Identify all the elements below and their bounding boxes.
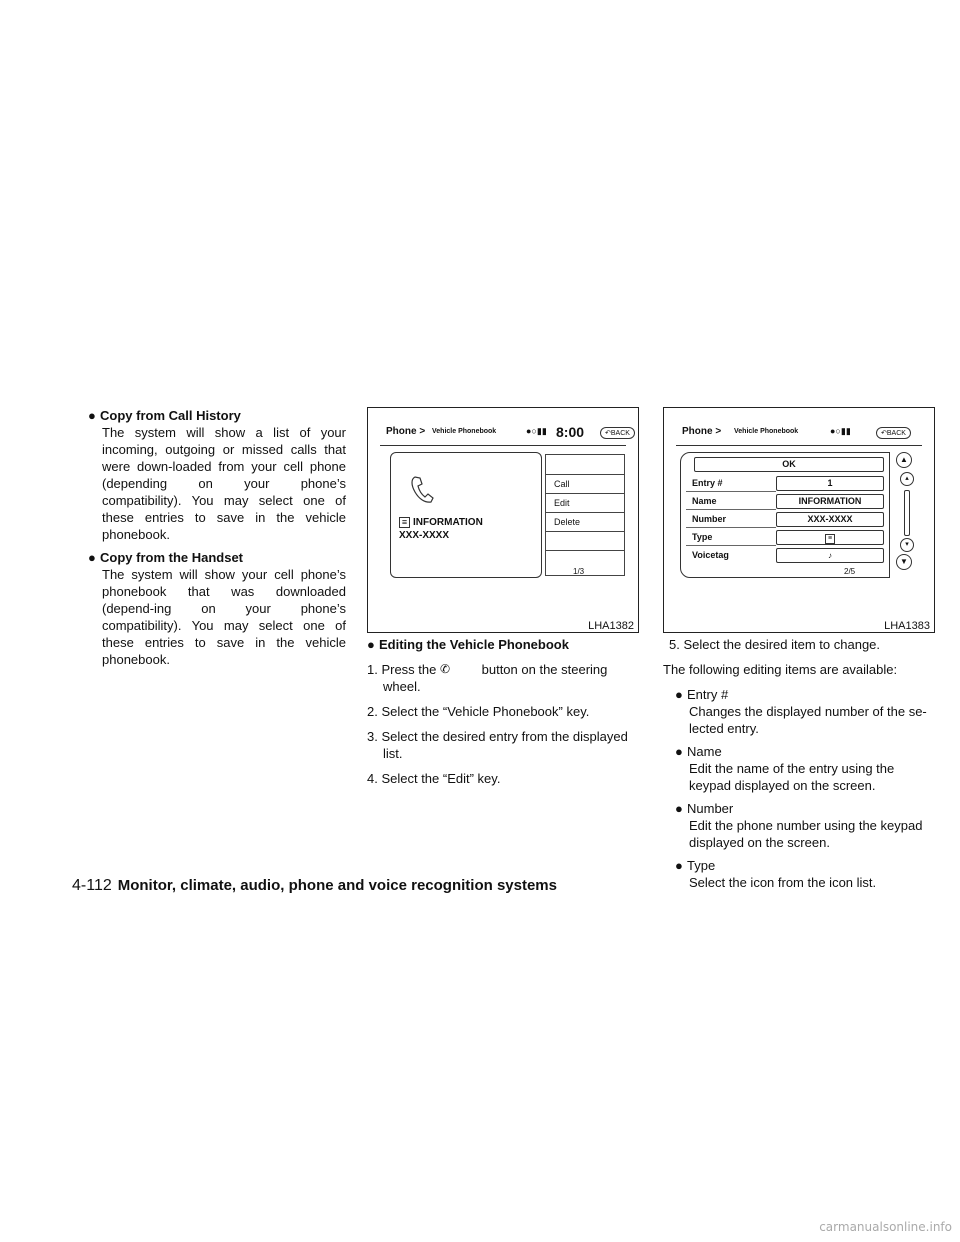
bullet-heading: Copy from the Handset [100,550,244,565]
row-label-entry: Entry # [692,478,723,488]
breadcrumb-phone: Phone > [386,426,426,437]
ok-button[interactable]: OK [694,457,884,472]
right-column [663,636,935,891]
figure-caption: LHA1382 [588,620,634,632]
type-icon: ≡ [825,534,835,544]
step-4: 4. Select the “Edit” key. [367,771,501,786]
item-desc: Changes the displayed number of the se-lected entry. [689,704,927,736]
row-label-number: Number [692,514,727,524]
footer-title: Monitor, climate, audio, phone and voice recognition systems [117,877,557,894]
figure-edit-entry [663,407,935,633]
type-field[interactable] [776,530,884,545]
page-number: 4-112 [72,877,112,894]
item-desc: Edit the phone number using the keypad displayed on the screen. [689,818,923,850]
bullet-icon: ● [675,687,683,702]
breadcrumb-phone: Phone > [682,426,722,437]
entry-number-field[interactable]: 1 [776,476,884,491]
name-field[interactable]: INFORMATION [776,494,884,509]
bullet-body: The system will show your cell phone’s phonebook that was downloaded (depend-ing on your phone’s compatibility). You may select one of these entries to save in the vehicle phonebook. [102,567,346,667]
middle-column [367,636,639,787]
bullet-heading: Copy from Call History [100,408,241,423]
item-title: Type [687,858,716,873]
entry-number: XXX-XXXX [399,530,450,541]
back-button[interactable]: ↶BACK [600,427,635,439]
step-2: 2. Select the “Vehicle Phonebook” key. [367,704,590,719]
bullet-icon: ● [367,637,375,652]
menu-panel [545,454,625,576]
page-indicator: 1/3 [573,567,585,576]
voicetag-icon: ♪ [828,551,832,560]
back-button[interactable]: ↶BACK [876,427,911,439]
step-3-cont: list. [383,746,403,761]
row-divider [686,545,776,546]
left-column [88,407,346,668]
page-footer [72,877,557,895]
voicetag-field[interactable] [776,548,884,563]
items-intro: The following editing items are available: [663,662,898,677]
row-label-voicetag: Voicetag [692,550,729,560]
bullet-icon: ● [675,801,683,816]
header-divider [380,445,626,446]
row-divider [686,491,776,492]
bullet-item [88,549,346,668]
breadcrumb-sub: Vehicle Phonebook [734,428,799,435]
menu-blank [546,531,624,550]
row-label-type: Type [692,532,713,542]
clock: 8:00 [556,424,585,440]
phone-icon [409,475,435,505]
bullet-icon: ● [88,408,96,423]
menu-delete[interactable]: Delete [546,512,624,531]
item-title: Number [687,801,734,816]
breadcrumb-sub: Vehicle Phonebook [432,428,497,435]
item-desc: Edit the name of the entry using the keypad displayed on the screen. [689,761,895,793]
item-title: Entry # [687,687,729,702]
bullet-icon: ● [88,550,96,565]
page-down-icon[interactable]: ▾ [900,538,914,552]
phone-button-icon: ✆ [440,662,451,676]
edit-item [663,686,935,737]
entry-panel [390,452,542,578]
bullet-item [88,407,346,543]
entry-type-icon: ≡ [399,517,410,528]
bullet-body: The system will show a list of your incoming, outgoing or missed calls that were down-loaded from your cell phone (depending on your phone’s compatibility). You may select one of these entries to save in the vehicle phonebook. [102,425,346,542]
screen-header [682,426,922,440]
menu-call[interactable]: Call [546,474,624,493]
screen-header [386,424,630,440]
step-5: 5. Select the desired item to change. [669,637,881,652]
header-divider [676,445,922,446]
menu-blank [546,455,624,474]
menu-blank [546,550,624,569]
edit-item [663,743,935,794]
scroll-down-icon[interactable]: ▼ [896,554,912,570]
edit-item [663,800,935,851]
item-desc: Select the icon from the icon list. [689,875,877,890]
edit-item [663,857,935,891]
page-indicator: 2/5 [844,567,856,576]
number-field[interactable]: XXX-XXXX [776,512,884,527]
step-1-cont: wheel. [383,679,421,694]
scrollbar[interactable] [904,490,910,536]
row-divider [686,509,776,510]
item-title: Name [687,744,722,759]
figure-caption: LHA1383 [884,620,930,632]
row-label-name: Name [692,496,717,506]
page-up-icon[interactable]: ▴ [900,472,914,486]
section-heading: Editing the Vehicle Phonebook [379,637,569,652]
watermark: carmanualsonline.info [819,1220,952,1234]
bullet-icon: ● [675,858,683,873]
row-divider [686,527,776,528]
figure-phonebook-list [367,407,639,633]
menu-edit[interactable]: Edit [546,493,624,512]
scroll-up-icon[interactable]: ▲ [896,452,912,468]
status-icons: ●○▮▮ [526,426,547,436]
status-icons: ●○▮▮ [830,426,851,436]
step-3: 3. Select the desired entry from the displayed [367,729,628,744]
entry-name: INFORMATION [413,517,483,528]
step-1: 1. Press the ✆ button on the steering [367,662,608,677]
bullet-icon: ● [675,744,683,759]
